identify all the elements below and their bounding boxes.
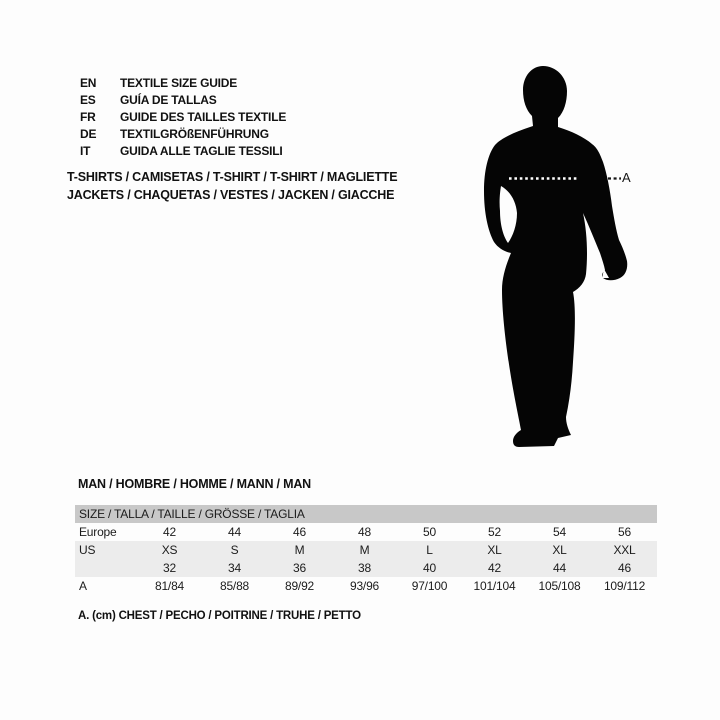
size-cell: M xyxy=(359,543,370,557)
size-cell: 50 xyxy=(423,525,436,539)
language-code: FR xyxy=(80,109,96,124)
size-cell: 89/92 xyxy=(284,579,315,593)
size-cell: 52 xyxy=(488,525,501,539)
language-label: GUIDA ALLE TAGLIE TESSILI xyxy=(120,143,283,158)
size-cell: 93/96 xyxy=(349,579,380,593)
size-cell: 81/84 xyxy=(154,579,185,593)
language-code: IT xyxy=(80,143,91,158)
size-cell: 46 xyxy=(293,525,306,539)
size-table xyxy=(75,505,657,595)
size-cell: 34 xyxy=(228,561,241,575)
size-cell: 109/112 xyxy=(603,579,646,593)
language-list xyxy=(80,74,286,159)
table-row-us-numeric xyxy=(75,559,657,577)
size-cell: 38 xyxy=(358,561,371,575)
language-row-it xyxy=(80,142,286,159)
language-row-es xyxy=(80,91,286,108)
category-line-tshirts: T-SHIRTS / CAMISETAS / T-SHIRT / T-SHIRT / MAGLIETTE xyxy=(67,170,398,184)
size-cell: 44 xyxy=(228,525,241,539)
row-label: A xyxy=(79,579,87,593)
size-cell: 32 xyxy=(163,561,176,575)
row-label: US xyxy=(79,543,96,557)
size-cell: 44 xyxy=(553,561,566,575)
size-cell: 42 xyxy=(163,525,176,539)
size-cell: 46 xyxy=(618,561,631,575)
language-code: ES xyxy=(80,92,96,107)
language-code: DE xyxy=(80,126,97,141)
size-cell: 101/104 xyxy=(473,579,516,593)
row-label: Europe xyxy=(79,525,117,539)
language-code: EN xyxy=(80,75,97,90)
chest-measure-label: A xyxy=(622,170,631,185)
size-cell: XXL xyxy=(613,543,636,557)
garment-categories xyxy=(67,168,397,204)
size-cell: 105/108 xyxy=(538,579,581,593)
size-cell: 56 xyxy=(618,525,631,539)
measurement-footnote: A. (cm) CHEST / PECHO / POITRINE / TRUHE / PETTO xyxy=(78,610,361,622)
language-label: GUIDE DES TAILLES TEXTILE xyxy=(120,109,287,124)
size-cell: 42 xyxy=(488,561,501,575)
size-cell: XL xyxy=(552,543,567,557)
size-cell: M xyxy=(294,543,305,557)
language-label: TEXTILE SIZE GUIDE xyxy=(120,75,238,90)
size-table-header: SIZE / TALLA / TAILLE / GRÖSSE / TAGLIA xyxy=(75,505,657,523)
size-cell: 85/88 xyxy=(219,579,250,593)
size-cell: XL xyxy=(487,543,502,557)
size-cell: 36 xyxy=(293,561,306,575)
language-row-fr xyxy=(80,108,286,125)
table-row-europe xyxy=(75,523,657,541)
size-cell: 48 xyxy=(358,525,371,539)
size-cell: L xyxy=(426,543,433,557)
section-title-man: MAN / HOMBRE / HOMME / MANN / MAN xyxy=(78,477,311,491)
size-cell: S xyxy=(230,543,239,557)
size-cell: 54 xyxy=(553,525,566,539)
language-row-en xyxy=(80,74,286,91)
size-cell: XS xyxy=(161,543,178,557)
size-cell: 97/100 xyxy=(411,579,448,593)
language-label: GUÍA DE TALLAS xyxy=(120,92,217,107)
language-row-de xyxy=(80,125,286,142)
table-row-us xyxy=(75,541,657,559)
table-row-chest-cm xyxy=(75,577,657,595)
language-label: TEXTILGRÖßENFÜHRUNG xyxy=(120,126,269,141)
size-cell: 40 xyxy=(423,561,436,575)
category-line-jackets: JACKETS / CHAQUETAS / VESTES / JACKEN / GIACCHE xyxy=(67,188,395,202)
